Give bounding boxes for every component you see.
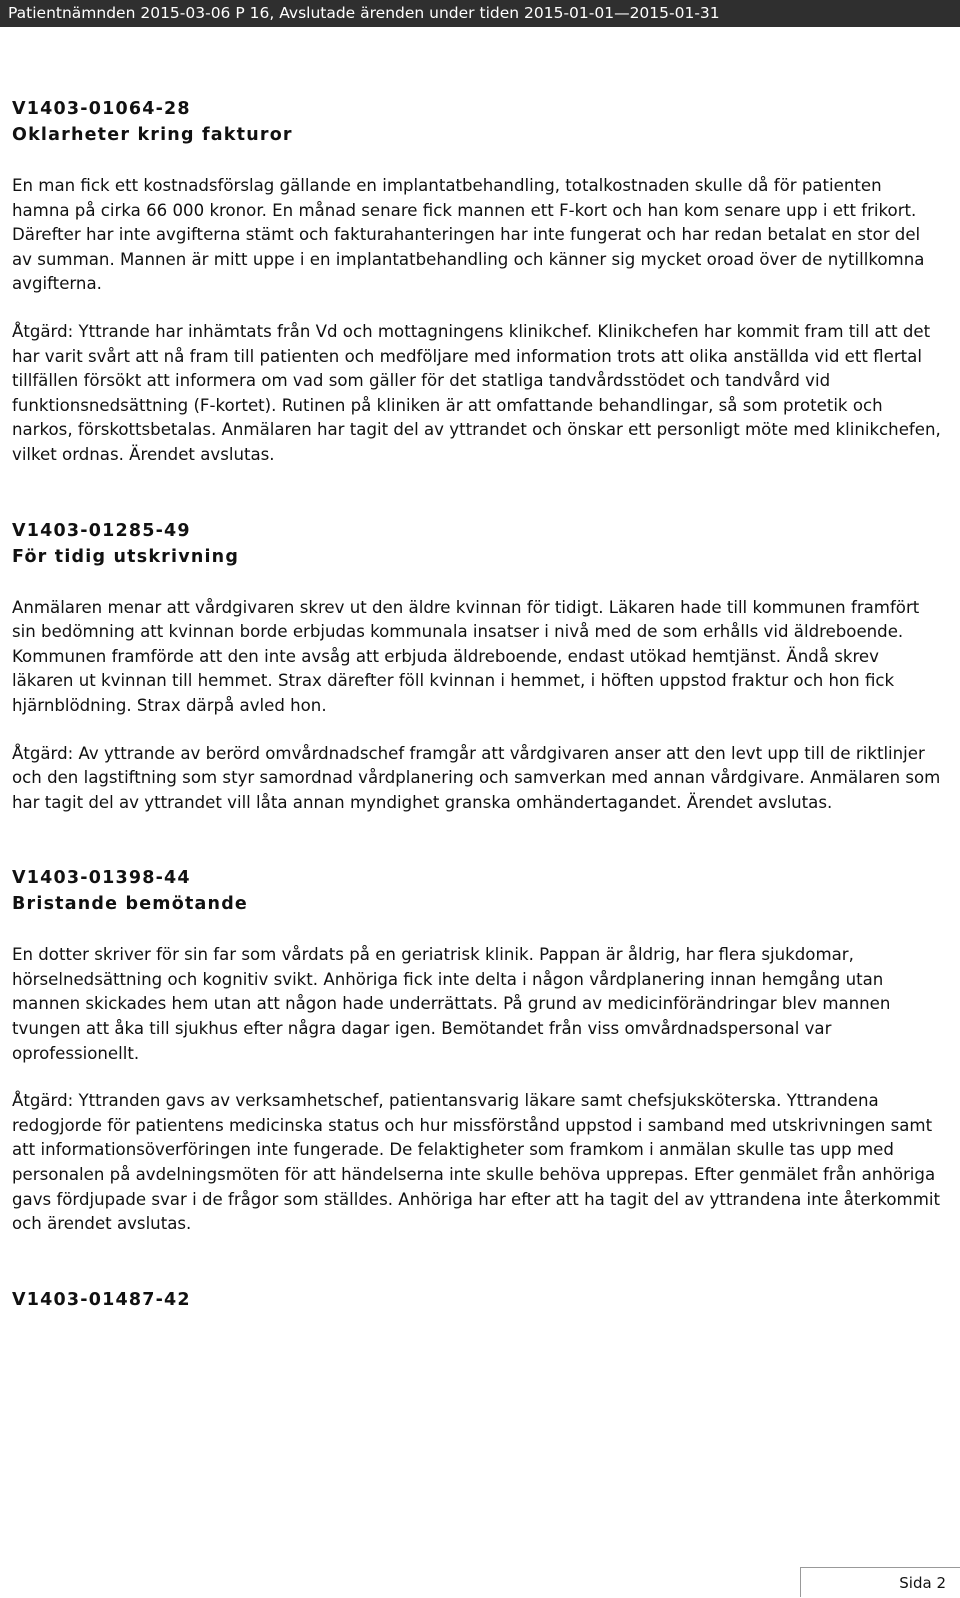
case-description: Anmälaren menar att vårdgivaren skrev ut den äldre kvinnan för tidigt. Läkaren hade till kommunen framfört sin bedömning att kvinnan borde erbjudas kommunala insatser i nivå med de som erhålls vid äldreboende. Kommunen framförde att den inte avsåg att erbjuda äldreboende, endast utökad hemtjänst. Ändå skrev läkaren ut kvinnan till hemmet. Strax därefter föll kvinnan i hemmet, i höften uppstod fraktur och hon fick hjärnblödning. Strax därpå avled hon. <box>12 597 920 715</box>
case-title: Bristande bemötande <box>12 894 248 915</box>
case-id: V1403-01285-49 <box>12 520 191 541</box>
case-entry <box>12 1287 942 1313</box>
case-entry <box>12 518 942 816</box>
document-body <box>12 96 942 1363</box>
case-id: V1403-01064-28 <box>12 99 191 119</box>
page-footer <box>800 1567 960 1597</box>
case-description: En dotter skriver för sin far som vårdats på en geriatrisk klinik. Pappan är åldrig, har flera sjukdomar, hörselnedsättning och kognitiv svikt. Anhöriga fick inte delta i någon vårdplanering innan hemgång utan mannen skickades hem utan att någon hade underrättats. På grund av medicinförändringar blev mannen tvungen att åka till sjukhus efter några dagar igen. Bemötandet från viss omvårdnadspersonal var oprofessionellt. <box>12 945 891 1063</box>
case-action: Åtgärd: Av yttrande av berörd omvårdnadschef framgår att vårdgivaren anser att den levt upp till de riktlinjer och den lagstiftning som styr samordnad vårdplanering och samverkan med annan vårdgivare. Anmälaren som har tagit del av yttrandet vill låta annan myndighet granska omhändertagandet. Ärendet avslutas. <box>12 743 941 812</box>
page-header-text: Patientnämnden 2015-03-06 P 16, Avslutade ärenden under tiden 2015-01-01—2015-01-31 <box>8 4 720 22</box>
case-description: En man fick ett kostnadsförslag gällande en implantatbehandling, totalkostnaden skulle då för patienten hamna på cirka 66 000 kronor. En månad senare fick mannen ett F-kort och han kom senare upp i ett frikort. Därefter har inte avgifterna stämt och fakturahanteringen har inte fungerat och har redan betalat en stor del av summan. Mannen är mitt uppe i en implantatbehandling och känner sig mycket oroad över de nytillkomna avgifterna. <box>12 176 925 294</box>
case-title: Oklarheter kring fakturor <box>12 125 293 145</box>
page-header <box>0 0 960 27</box>
case-action: Åtgärd: Yttranden gavs av verksamhetschef, patientansvarig läkare samt chefsjuksköterska. Yttrandena redogjorde för patientens medicinska status och hur missförstånd uppstod i samband med utskrivningen samt att informationsöverföringen inte fungerade. De felaktigheter som framkom i anmälan skulle tas upp med personalen på avdelningsmöten för att händelserna inte skulle behöva upprepas. Efter genmälet från anhöriga gavs fördjupade svar i de frågor som ställdes. Anhöriga har efter att ha tagit del av yttrandena inte återkommit och ärendet avslutas. <box>12 1091 940 1234</box>
case-id: V1403-01487-42 <box>12 1289 191 1310</box>
page-number: Sida 2 <box>899 1574 946 1592</box>
case-action: Åtgärd: Yttrande har inhämtats från Vd och mottagningens klinikchef. Klinikchefen har kommit fram till att det har varit svårt att nå fram till patienten och medföljare med information trots att olika anställda vid ett flertal tillfällen försökt att informera om vad som gäller för det statliga tandvårdsstödet och tandvård vid funktionsnedsättning (F-kortet). Rutinen på kliniken är att omfattande behandlingar, så som protetik och narkos, förskottsbetalas. Anmälaren har tagit del av yttrandet och önskar ett personligt möte med klinikchefen, vilket ordnas. Ärendet avslutas. <box>12 321 941 464</box>
case-id: V1403-01398-44 <box>12 868 191 889</box>
case-entry <box>12 865 942 1237</box>
case-title: För tidig utskrivning <box>12 546 240 567</box>
case-entry <box>12 96 942 468</box>
